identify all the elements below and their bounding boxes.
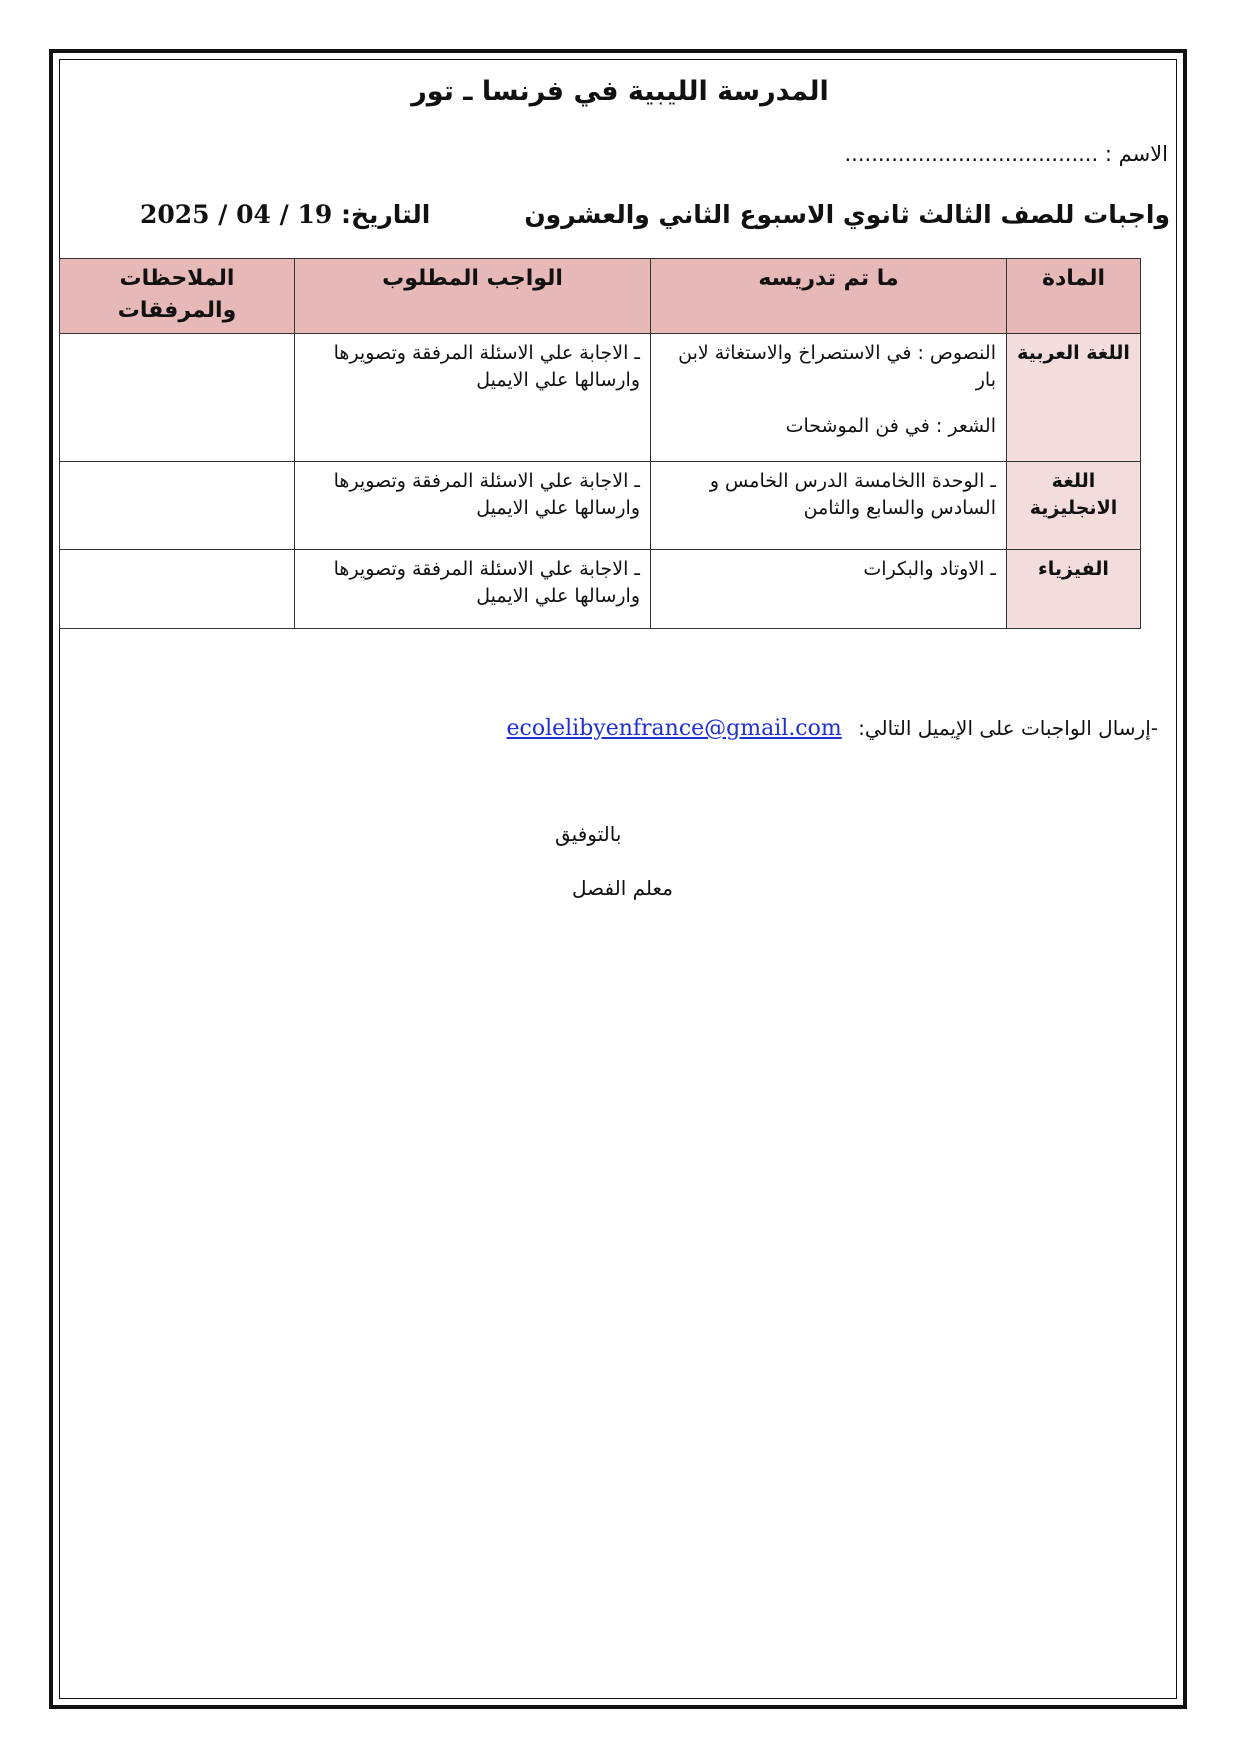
notes-cell	[60, 549, 295, 628]
homework-title: واجبات للصف الثالث ثانوي الاسبوع الثاني والعشرون	[524, 200, 1170, 229]
email-label: -إرسال الواجبات على الإيميل التالي:	[858, 716, 1158, 740]
col-header-homework: الواجب المطلوب	[295, 259, 651, 334]
table-row	[60, 333, 1141, 461]
teacher-signature: معلم الفصل	[572, 876, 673, 900]
homework-cell: ـ الاجابة علي الاسئلة المرفقة وتصويرها وارسالها علي الايميل	[295, 461, 651, 549]
taught-text: النصوص : في الاستصراخ والاستغاثة لابن بار	[678, 341, 996, 392]
school-name: المدرسة الليبية في فرنسا ـ تور	[411, 76, 829, 107]
student-name-line	[845, 142, 1169, 166]
table-header-row	[60, 259, 1141, 334]
homework-table	[59, 258, 1141, 629]
homework-cell: ـ الاجابة علي الاسئلة المرفقة وتصويرها وارسالها علي الايميل	[295, 333, 651, 461]
taught-cell	[651, 461, 1007, 549]
table-row	[60, 549, 1141, 628]
taught-text: الشعر : في فن الموشحات	[785, 414, 996, 437]
col-header-subject: المادة	[1007, 259, 1141, 334]
table-row	[60, 461, 1141, 549]
date-value: 19 / 04 / 2025	[140, 200, 333, 229]
email-link[interactable]: ecolelibyenfrance@gmail.com	[506, 716, 842, 741]
closing-wish: بالتوفيق	[555, 822, 622, 846]
notes-cell	[60, 461, 295, 549]
taught-cell	[651, 549, 1007, 628]
notes-cell	[60, 333, 295, 461]
subject-cell: الفيزياء	[1007, 549, 1141, 628]
col-header-notes: الملاحظات والمرفقات	[60, 259, 295, 334]
col-header-taught: ما تم تدريسه	[651, 259, 1007, 334]
date-line	[140, 200, 430, 229]
name-blank: ......................................	[844, 142, 1099, 166]
taught-text: ـ الاوتاد والبكرات	[863, 557, 996, 580]
taught-text: ـ الوحدة االخامسة الدرس الخامس و السادس والسابع والثامن	[709, 469, 996, 520]
date-label: التاريخ:	[341, 200, 431, 229]
subject-cell: اللغة الانجليزية	[1007, 461, 1141, 549]
name-label: الاسم :	[1104, 142, 1168, 166]
subject-cell: اللغة العربية	[1007, 333, 1141, 461]
taught-cell	[651, 333, 1007, 461]
homework-cell: ـ الاجابة علي الاسئلة المرفقة وتصويرها وارسالها علي الايميل	[295, 549, 651, 628]
email-instruction	[506, 716, 1158, 741]
